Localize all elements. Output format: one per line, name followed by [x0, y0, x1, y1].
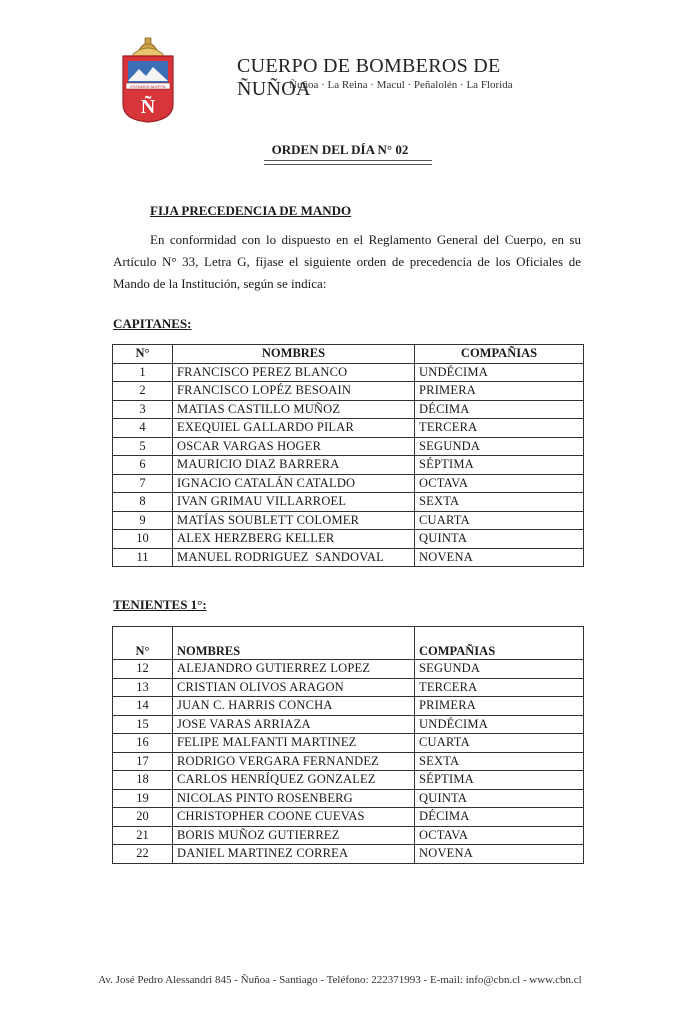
table-header-row	[113, 345, 584, 364]
row-number: 4	[113, 419, 173, 438]
capitanes-table	[112, 344, 584, 567]
row-number: 11	[113, 548, 173, 567]
company-name: TERCERA	[415, 419, 584, 438]
officer-name: MATÍAS SOUBLETT COLOMER	[173, 511, 415, 530]
company-name: NOVENA	[415, 548, 584, 567]
company-name: OCTAVA	[415, 826, 584, 845]
row-number: 5	[113, 437, 173, 456]
officer-name: OSCAR VARGAS HOGER	[173, 437, 415, 456]
row-number: 16	[113, 734, 173, 753]
row-number: 1	[113, 363, 173, 382]
company-name: UNDÉCIMA	[415, 715, 584, 734]
table-row	[113, 845, 584, 864]
footer-address: Av. José Pedro Alessandri 845 - Ñuñoa - Santiago - Teléfono: 222371993 - E-mail: info@cbn.cl - www.cbn.cl	[98, 974, 582, 986]
table-row	[113, 734, 584, 753]
company-name: SÉPTIMA	[415, 456, 584, 475]
organization-title: CUERPO DE BOMBEROS DE ÑUÑOA	[237, 55, 501, 100]
table-row	[113, 493, 584, 512]
table-row	[113, 437, 584, 456]
officer-name: FRANCISCO LOPÉZ BESOAIN	[173, 382, 415, 401]
company-name: SEGUNDA	[415, 660, 584, 679]
tenientes-label: TENIENTES 1°:	[113, 597, 207, 612]
officer-name: EXEQUIEL GALLARDO PILAR	[173, 419, 415, 438]
company-name: SÉPTIMA	[415, 771, 584, 790]
column-header-names: NOMBRES	[173, 345, 415, 364]
crest-banner-text: ESTAMOS ALERTA	[130, 84, 166, 89]
order-title: ORDEN DEL DÍA N° 02	[271, 142, 409, 157]
officer-name: JUAN C. HARRIS CONCHA	[173, 697, 415, 716]
company-name: DÉCIMA	[415, 808, 584, 827]
crest-letter: Ñ	[140, 96, 156, 118]
company-name: PRIMERA	[415, 382, 584, 401]
company-name: SEXTA	[415, 493, 584, 512]
table-row	[113, 419, 584, 438]
row-number: 10	[113, 530, 173, 549]
officer-name: FRANCISCO PEREZ BLANCO	[173, 363, 415, 382]
company-name: NOVENA	[415, 845, 584, 864]
company-name: QUINTA	[415, 789, 584, 808]
officer-name: BORIS MUÑOZ GUTIERREZ	[173, 826, 415, 845]
company-name: QUINTA	[415, 530, 584, 549]
table-row	[113, 660, 584, 679]
fire-department-crest-icon	[119, 36, 177, 124]
row-number: 2	[113, 382, 173, 401]
row-number: 6	[113, 456, 173, 475]
officer-name: MATIAS CASTILLO MUÑOZ	[173, 400, 415, 419]
row-number: 8	[113, 493, 173, 512]
table-row	[113, 363, 584, 382]
officer-name: MAURICIO DIAZ BARRERA	[173, 456, 415, 475]
officer-name: FELIPE MALFANTI MARTINEZ	[173, 734, 415, 753]
company-name: SEGUNDA	[415, 437, 584, 456]
column-header-number: N°	[113, 345, 173, 364]
table-row	[113, 771, 584, 790]
officer-name: JOSE VARAS ARRIAZA	[173, 715, 415, 734]
table-row	[113, 530, 584, 549]
officer-name: ALEJANDRO GUTIERREZ LOPEZ	[173, 660, 415, 679]
row-number: 20	[113, 808, 173, 827]
table-row	[113, 400, 584, 419]
company-name: CUARTA	[415, 511, 584, 530]
company-name: SEXTA	[415, 752, 584, 771]
officer-name: IGNACIO CATALÁN CATALDO	[173, 474, 415, 493]
officer-name: RODRIGO VERGARA FERNANDEZ	[173, 752, 415, 771]
organization-subtitle: Ñuñoa · La Reina · Macul · Peñalolén · La Florida	[289, 79, 513, 91]
company-name: CUARTA	[415, 734, 584, 753]
column-header-companies: COMPAÑIAS	[415, 627, 584, 660]
company-name: DÉCIMA	[415, 400, 584, 419]
column-header-names: NOMBRES	[173, 627, 415, 660]
table-row	[113, 715, 584, 734]
row-number: 19	[113, 789, 173, 808]
officer-name: IVAN GRIMAU VILLARROEL	[173, 493, 415, 512]
table-row	[113, 826, 584, 845]
officer-name: NICOLAS PINTO ROSENBERG	[173, 789, 415, 808]
table-row	[113, 474, 584, 493]
table-row	[113, 548, 584, 567]
company-name: TERCERA	[415, 678, 584, 697]
row-number: 15	[113, 715, 173, 734]
officer-name: CRISTIAN OLIVOS ARAGON	[173, 678, 415, 697]
row-number: 9	[113, 511, 173, 530]
row-number: 13	[113, 678, 173, 697]
officer-name: DANIEL MARTINEZ CORREA	[173, 845, 415, 864]
company-name: UNDÉCIMA	[415, 363, 584, 382]
column-header-companies: COMPAÑIAS	[415, 345, 584, 364]
table-header-row	[113, 627, 584, 660]
intro-paragraph: En conformidad con lo dispuesto en el Reglamento General del Cuerpo, en su Artículo N° 33, Letra G, fíjase el siguiente orden de precedencia de los Oficiales de Mando de la Institución, según se indica:	[113, 232, 581, 291]
title-double-rule	[264, 160, 432, 165]
row-number: 14	[113, 697, 173, 716]
column-header-number: N°	[113, 627, 173, 660]
table-row	[113, 678, 584, 697]
table-row	[113, 382, 584, 401]
row-number: 3	[113, 400, 173, 419]
officer-name: CARLOS HENRÍQUEZ GONZALEZ	[173, 771, 415, 790]
table-row	[113, 789, 584, 808]
table-row	[113, 697, 584, 716]
row-number: 18	[113, 771, 173, 790]
row-number: 7	[113, 474, 173, 493]
table-row	[113, 456, 584, 475]
table-row	[113, 511, 584, 530]
company-name: PRIMERA	[415, 697, 584, 716]
table-row	[113, 752, 584, 771]
section-heading: FIJA PRECEDENCIA DE MANDO	[150, 203, 352, 218]
table-row	[113, 808, 584, 827]
row-number: 12	[113, 660, 173, 679]
row-number: 21	[113, 826, 173, 845]
officer-name: MANUEL RODRIGUEZ SANDOVAL	[173, 548, 415, 567]
company-name: OCTAVA	[415, 474, 584, 493]
officer-name: ALEX HERZBERG KELLER	[173, 530, 415, 549]
tenientes-table	[112, 626, 584, 864]
row-number: 17	[113, 752, 173, 771]
capitanes-label: CAPITANES:	[113, 316, 192, 331]
officer-name: CHRISTOPHER COONE CUEVAS	[173, 808, 415, 827]
row-number: 22	[113, 845, 173, 864]
